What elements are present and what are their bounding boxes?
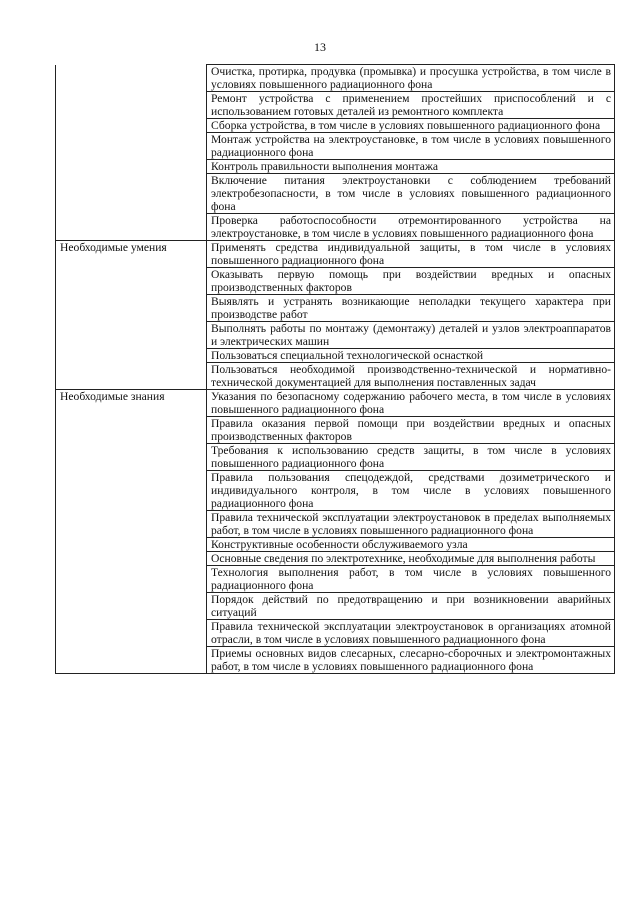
skills-group [56, 241, 615, 390]
table-cell: Основные сведения по электротехнике, необходимые для выполнения работы [207, 552, 615, 566]
knowledge-label: Необходимые знания [56, 390, 207, 674]
table-cell: Пользоваться специальной технологической оснасткой [207, 349, 615, 363]
table-cell: Выполнять работы по монтажу (демонтажу) деталей и узлов электроаппаратов и электрических машин [207, 322, 615, 349]
page-number: 13 [314, 40, 326, 54]
table-cell: Порядок действий по предотвращению и при возникновении аварийных ситуаций [207, 593, 615, 620]
table-cell: Применять средства индивидуальной защиты, в том числе в условиях повышенного радиационного фона [207, 241, 615, 268]
table-cell: Пользоваться необходимой производственно-технической и нормативно-технической документацией для выполнения поставленных задач [207, 363, 615, 390]
requirements-table [55, 64, 615, 674]
continuation-group [56, 65, 615, 241]
table-cell: Проверка работоспособности отремонтированного устройства на электроустановке, в том числе в условиях повышенного радиационного фона [207, 214, 615, 241]
table-cell: Конструктивные особенности обслуживаемого узла [207, 538, 615, 552]
knowledge-group [56, 390, 615, 674]
table-cell: Приемы основных видов слесарных, слесарно-сборочных и электромонтажных работ, в том числе в условиях повышенного радиационного фона [207, 647, 615, 674]
table-cell: Монтаж устройства на электроустановке, в том числе в условиях повышенного радиационного фона [207, 133, 615, 160]
table-row [56, 241, 615, 268]
table-cell: Требования к использованию средств защиты, в том числе в условиях повышенного радиационного фона [207, 444, 615, 471]
table-cell: Оказывать первую помощь при воздействии вредных и опасных производственных факторов [207, 268, 615, 295]
table-row [56, 390, 615, 417]
table-cell: Технология выполнения работ, в том числе в условиях повышенного радиационного фона [207, 566, 615, 593]
table-cell: Сборка устройства, в том числе в условиях повышенного радиационного фона [207, 119, 615, 133]
table-cell: Включение питания электроустановки с соблюдением требований электробезопасности, в том числе в условиях повышенного радиационного фона [207, 174, 615, 214]
table-cell: Выявлять и устранять возникающие неполадки текущего характера при производстве работ [207, 295, 615, 322]
table-cell: Ремонт устройства с применением простейших приспособлений и с использованием готовых деталей из ремонтного комплекта [207, 92, 615, 119]
table-cell: Правила оказания первой помощи при воздействии вредных и опасных производственных факторов [207, 417, 615, 444]
table-cell: Указания по безопасному содержанию рабочего места, в том числе в условиях повышенного радиационного фона [207, 390, 615, 417]
table-cell: Правила пользования спецодеждой, средствами дозиметрического и индивидуального контроля, в том числе в условиях повышенного радиационного фона [207, 471, 615, 511]
table-cell: Очистка, протирка, продувка (промывка) и просушка устройства, в том числе в условиях повышенного радиационного фона [207, 65, 615, 92]
table-row [56, 65, 615, 92]
skills-label: Необходимые умения [56, 241, 207, 390]
table-cell: Правила технической эксплуатации электроустановок в организациях атомной отрасли, в том числе в условиях повышенного радиационного фона [207, 620, 615, 647]
table-cell: Правила технической эксплуатации электроустановок в пределах выполняемых работ, в том числе в условиях повышенного радиационного фона [207, 511, 615, 538]
continuation-label-cell [56, 65, 207, 241]
table-cell: Контроль правильности выполнения монтажа [207, 160, 615, 174]
